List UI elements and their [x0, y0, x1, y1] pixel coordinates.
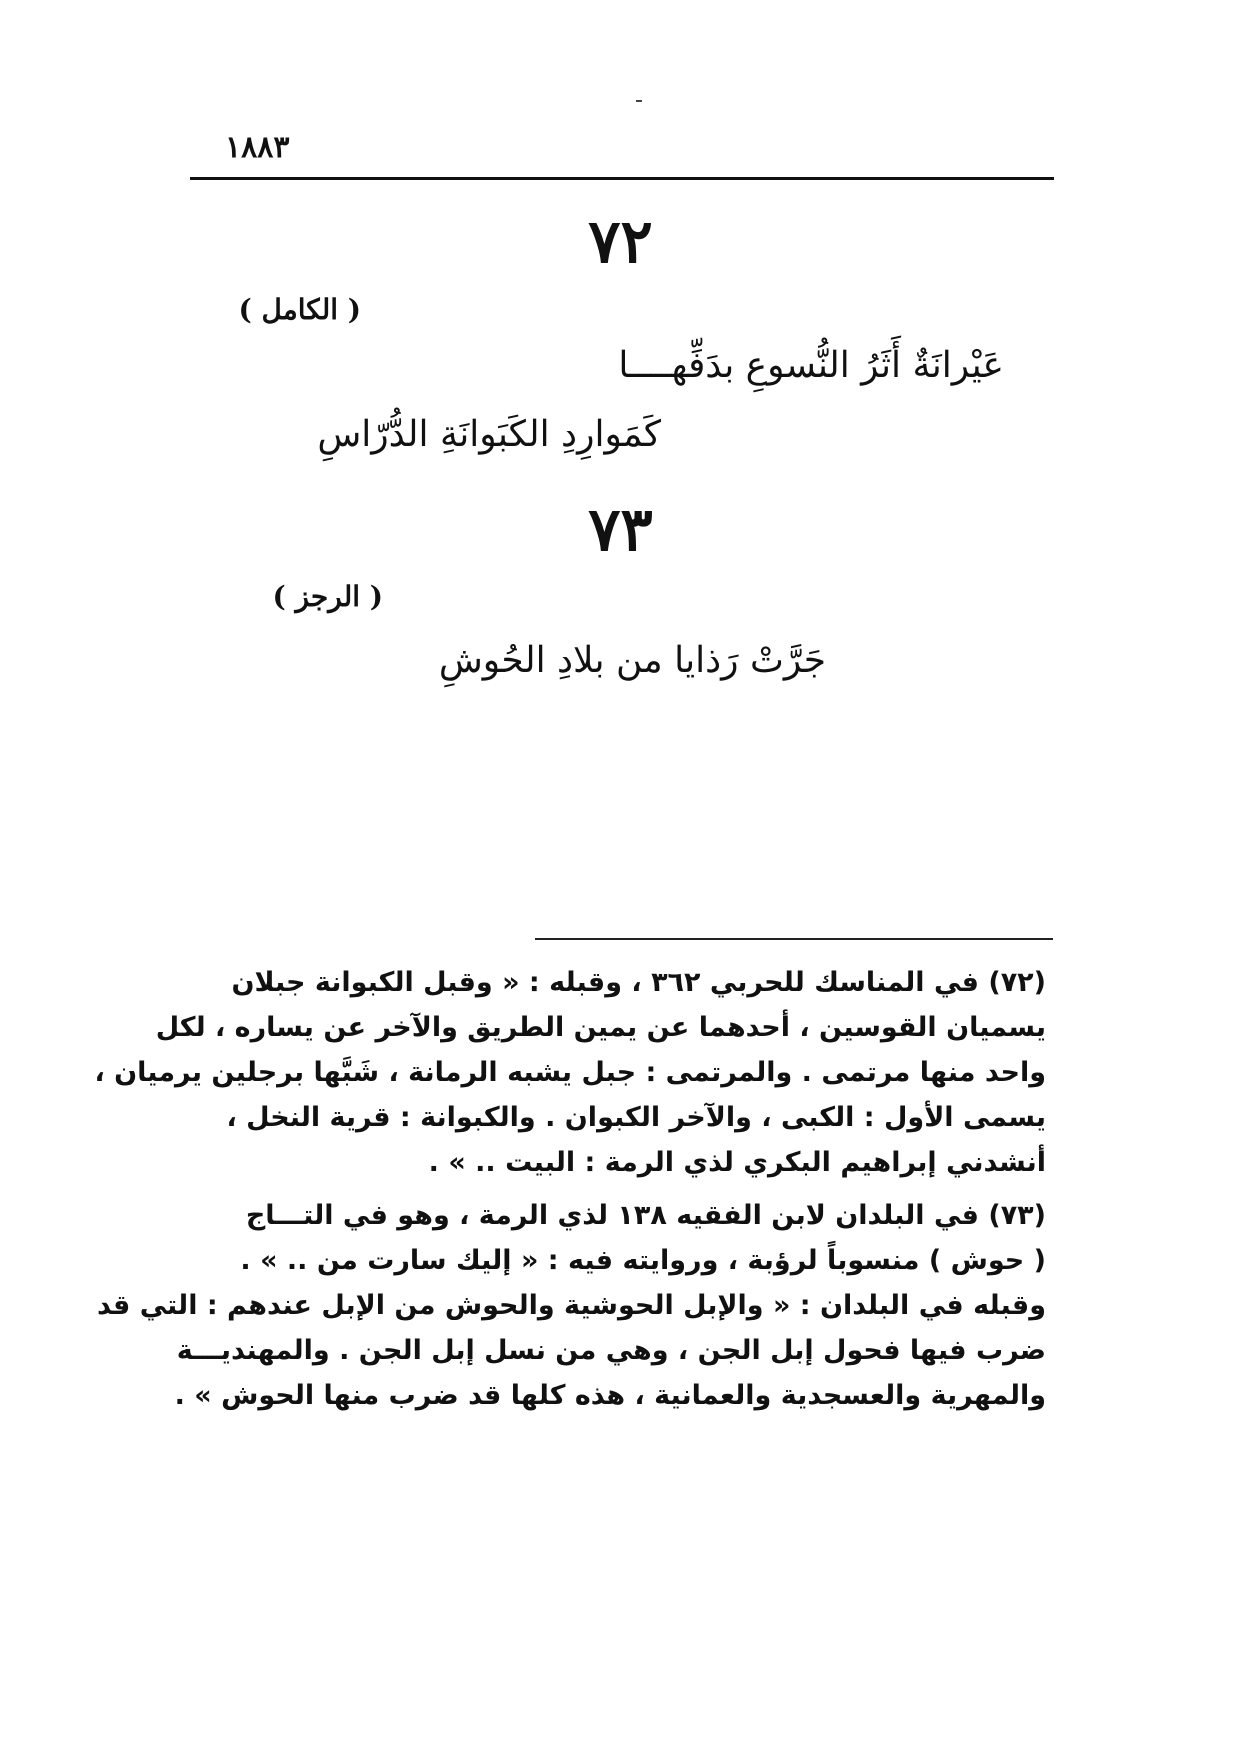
footnote: [94, 960, 1046, 1185]
scan-speck: [636, 100, 642, 102]
footnotes: [94, 960, 1046, 1418]
poem-number: ٧٣: [588, 495, 653, 565]
footnote-line: (٧٣) في البلدان لابن الفقيه ١٣٨ لذي الرمة ، وهو في التـــاج: [245, 1200, 1046, 1231]
footnote-line: والمهرية والعسجدية والعمانية ، هذه كلها قد ضرب منها الحوش » .: [174, 1380, 1046, 1411]
header-rule: [190, 177, 1054, 180]
verse-first-hemistich: عَيْرانَةٌ أَثَرُ النُّسوعِ بدَفِّهــــا: [618, 345, 1004, 386]
footnote-line: واحد منها مرتمى . والمرتمى : جبل يشبه الرمانة ، شَبَّها برجلين يرميان ،: [94, 1057, 1046, 1088]
poem-meter: ( الكامل ): [238, 293, 361, 326]
footnote-line: وقبله في البلدان : « والإبل الحوشية والحوش من الإبل عندهم : التي قد: [97, 1290, 1046, 1321]
page-number: ١٨٨٣: [225, 130, 290, 165]
footnote-rule: [535, 938, 1053, 940]
footnote-line: أنشدني إبراهيم البكري لذي الرمة : البيت .. » .: [428, 1147, 1046, 1178]
footnote-line: يسمى الأول : الكبى ، والآخر الكبوان . والكبوانة : قرية النخل ،: [226, 1102, 1046, 1133]
footnote-line: ضرب فيها فحول إبل الجن ، وهي من نسل إبل الجن . والمهنديـــة: [176, 1335, 1046, 1366]
verse-line: جَرَّتْ رَذايا من بلادِ الحُوشِ: [438, 640, 826, 681]
footnote-line: (٧٢) في المناسك للحربي ٣٦٢ ، وقبله : « وقبل الكبوانة جبلان: [231, 967, 1046, 998]
footnote-line: ( حوش ) منسوباً لرؤبة ، وروايته فيه : « إليك سارت من .. » .: [240, 1245, 1046, 1276]
poem-number: ٧٢: [588, 207, 653, 277]
footnote: [97, 1193, 1046, 1418]
footnote-line: يسميان القوسين ، أحدهما عن يمين الطريق والآخر عن يساره ، لكل: [155, 1012, 1046, 1043]
verse-second-hemistich: كَمَوارِدِ الكَبَوانَةِ الدُّرّاسِ: [317, 414, 661, 455]
poem-meter: ( الرجز ): [272, 580, 383, 613]
